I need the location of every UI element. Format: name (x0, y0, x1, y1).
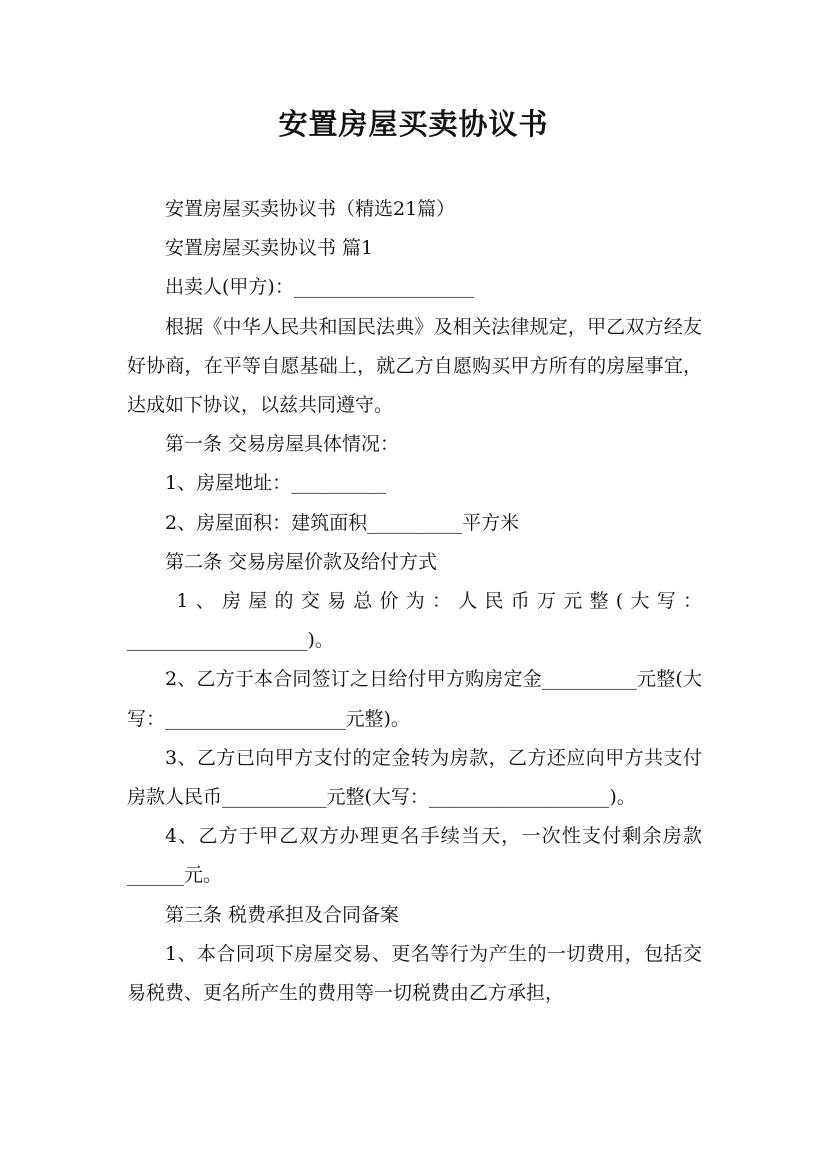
paragraph-balance: 4、乙方于甲乙双方办理更名手续当天，一次性支付剩余房款______元。 (127, 825, 702, 887)
paragraph-subtitle: 安置房屋买卖协议书（精选21篇） (165, 198, 456, 220)
paragraph-preamble: 根据《中华人民共和国民法典》及相关法律规定，甲乙双方经友好协商，在平等自愿基础上，就乙方自愿购买甲方所有的房屋事宜，达成如下协议，以兹共同遵守。 (127, 315, 702, 417)
paragraph-article-3: 第三条 税费承担及合同备案 (165, 903, 400, 926)
paragraph-seller: 出卖人(甲方)：___________________ (165, 276, 475, 299)
document-title: 安置房屋买卖协议书 (278, 107, 549, 141)
paragraph-fees: 1、本合同项下房屋交易、更名等行为产生的一切费用，包括交易税费、更名所产生的费用等一切税费由乙方承担， (127, 942, 702, 1005)
paragraph-section-heading: 安置房屋买卖协议书 篇1 (165, 237, 374, 260)
paragraph-article-1: 第一条 交易房屋具体情况： (165, 433, 400, 456)
document-body (127, 190, 702, 1013)
paragraph-address: 1、房屋地址：__________ (165, 472, 387, 495)
paragraph-total-price: 1、房屋的交易总价为：人民币万元整(大写：___________________)。 (127, 590, 702, 652)
paragraph-area: 2、房屋面积：建筑面积__________平方米 (165, 511, 520, 534)
paragraph-deposit: 2、乙方于本合同签订之日给付甲方购房定金__________元整(大写：___________________元整)。 (127, 668, 702, 730)
paragraph-payment: 3、乙方已向甲方支付的定金转为房款，乙方还应向甲方共支付房款人民币___________元整(大写：___________________)。 (127, 746, 702, 809)
paragraph-article-2: 第二条 交易房屋价款及给付方式 (165, 550, 438, 573)
